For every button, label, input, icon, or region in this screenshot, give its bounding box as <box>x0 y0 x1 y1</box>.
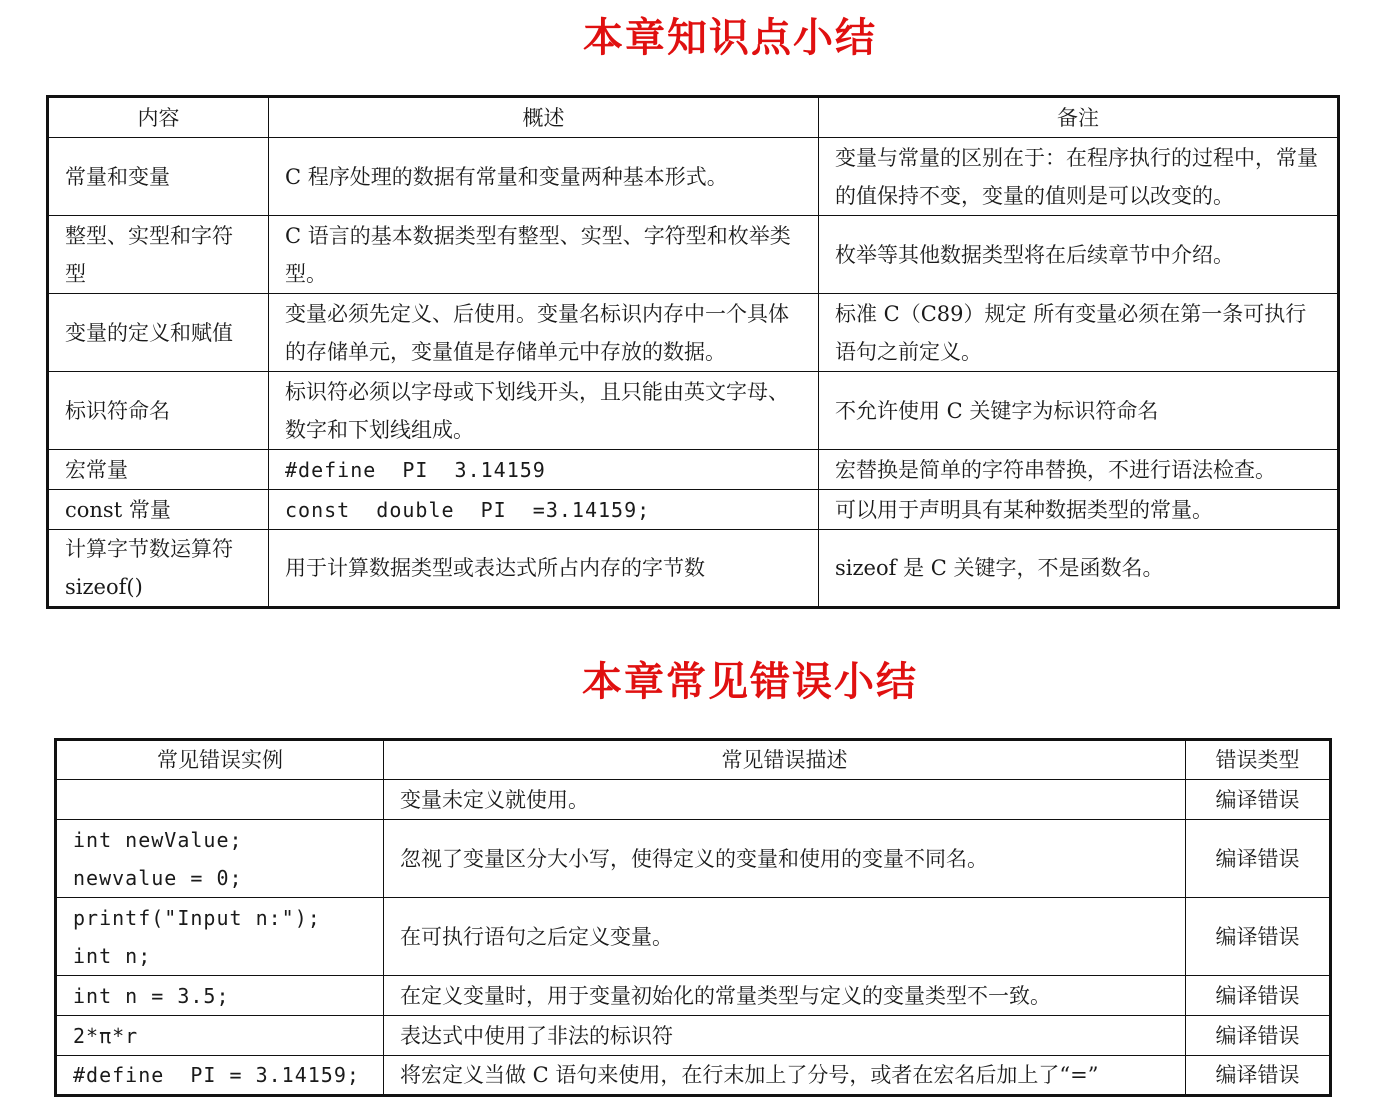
row-overview: 用于计算数据类型或表达式所占内存的字节数 <box>269 530 819 608</box>
row-example <box>56 820 384 898</box>
header-example: 常见错误实例 <box>56 740 384 780</box>
row-note: sizeof 是 C 关键字，不是函数名。 <box>819 530 1339 608</box>
code-line: int n; <box>73 943 152 968</box>
row-note: 可以用于声明具有某种数据类型的常量。 <box>819 490 1339 530</box>
table-header-row <box>56 740 1331 780</box>
row-description: 在定义变量时，用于变量初始化的常量类型与定义的变量类型不一致。 <box>384 976 1186 1016</box>
table-row <box>48 490 1339 530</box>
summary-title: 本章知识点小结 <box>583 15 877 61</box>
table-row <box>56 820 1331 898</box>
table-row <box>48 372 1339 450</box>
row-type: 编译错误 <box>1186 1056 1331 1096</box>
row-overview: C 语言的基本数据类型有整型、实型、字符型和枚举类型。 <box>269 216 819 294</box>
row-type: 编译错误 <box>1186 820 1331 898</box>
errors-table <box>54 738 1332 1097</box>
row-overview-code: #define PI 3.14159 <box>269 450 819 490</box>
header-type: 错误类型 <box>1186 740 1331 780</box>
row-note: 不允许使用 C 关键字为标识符命名 <box>819 372 1339 450</box>
row-content: 宏常量 <box>48 450 269 490</box>
code-line: printf("Input n:"); <box>73 905 321 930</box>
row-note: 宏替换是简单的字符串替换，不进行语法检查。 <box>819 450 1339 490</box>
row-description: 在可执行语句之后定义变量。 <box>384 898 1186 976</box>
table-row <box>56 780 1331 820</box>
table-row <box>48 294 1339 372</box>
table-header-row <box>48 97 1339 138</box>
table-row <box>48 138 1339 216</box>
row-overview: 变量必须先定义、后使用。变量名标识内存中一个具体的存储单元，变量值是存储单元中存放的数据。 <box>269 294 819 372</box>
row-content: const 常量 <box>48 490 269 530</box>
row-note: 变量与常量的区别在于：在程序执行的过程中，常量的值保持不变，变量的值则是可以改变的。 <box>819 138 1339 216</box>
row-example <box>56 898 384 976</box>
row-example: int n = 3.5; <box>56 976 384 1016</box>
table-row <box>48 216 1339 294</box>
row-overview: C 程序处理的数据有常量和变量两种基本形式。 <box>269 138 819 216</box>
table-row <box>56 976 1331 1016</box>
row-type: 编译错误 <box>1186 976 1331 1016</box>
row-overview: 标识符必须以字母或下划线开头，且只能由英文字母、数字和下划线组成。 <box>269 372 819 450</box>
row-example: #define PI = 3.14159; <box>56 1056 384 1096</box>
header-overview: 概述 <box>269 97 819 138</box>
table-row <box>56 1016 1331 1056</box>
row-type: 编译错误 <box>1186 898 1331 976</box>
row-content: 变量的定义和赋值 <box>48 294 269 372</box>
row-note: 标准 C（C89）规定 所有变量必须在第一条可执行语句之前定义。 <box>819 294 1339 372</box>
summary-table <box>46 95 1340 609</box>
row-overview-code: const double PI =3.14159; <box>269 490 819 530</box>
table-row <box>56 898 1331 976</box>
code-line: int newValue; <box>73 827 243 852</box>
row-note: 枚举等其他数据类型将在后续章节中介绍。 <box>819 216 1339 294</box>
table-row <box>56 1056 1331 1096</box>
row-content: 整型、实型和字符型 <box>48 216 269 294</box>
row-content: 计算字节数运算符 sizeof() <box>48 530 269 608</box>
table-row <box>48 530 1339 608</box>
row-description: 表达式中使用了非法的标识符 <box>384 1016 1186 1056</box>
row-content: 常量和变量 <box>48 138 269 216</box>
row-description: 变量未定义就使用。 <box>384 780 1186 820</box>
code-line: newvalue = 0; <box>73 865 243 890</box>
row-description: 忽视了变量区分大小写，使得定义的变量和使用的变量不同名。 <box>384 820 1186 898</box>
errors-title: 本章常见错误小结 <box>582 659 918 705</box>
header-content: 内容 <box>48 97 269 138</box>
row-example: 2*π*r <box>56 1016 384 1056</box>
row-type: 编译错误 <box>1186 1016 1331 1056</box>
row-example <box>56 780 384 820</box>
row-content: 标识符命名 <box>48 372 269 450</box>
row-type: 编译错误 <box>1186 780 1331 820</box>
row-description: 将宏定义当做 C 语句来使用，在行末加上了分号，或者在宏名后加上了“=” <box>384 1056 1186 1096</box>
header-note: 备注 <box>819 97 1339 138</box>
header-description: 常见错误描述 <box>384 740 1186 780</box>
table-row <box>48 450 1339 490</box>
